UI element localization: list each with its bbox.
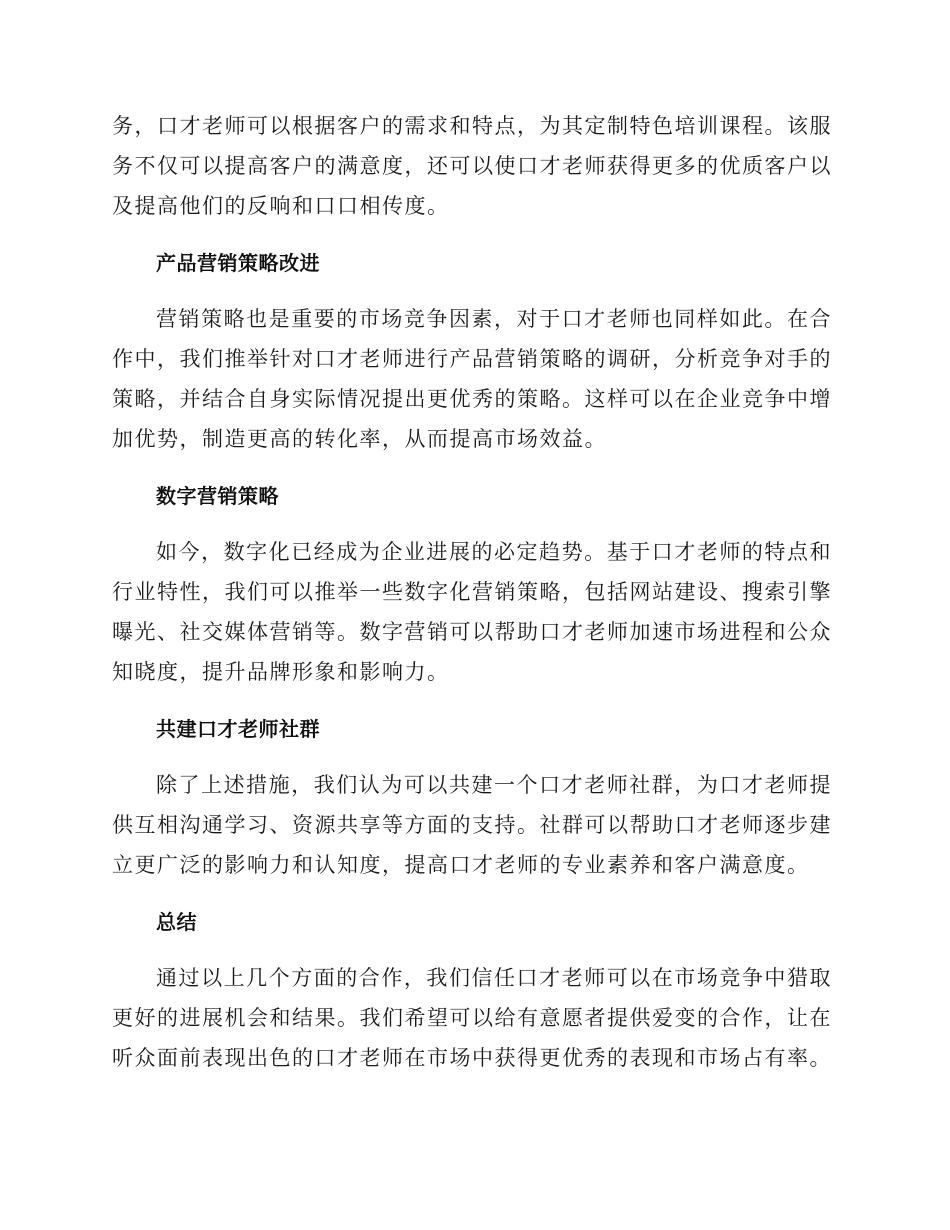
- section-heading-summary: 总结: [156, 910, 197, 934]
- spacer: [112, 226, 832, 243]
- spacer: [112, 283, 832, 299]
- section-paragraph-product-marketing: 营销策略也是重要的市场竞争因素，对于口才老师也同样如此。在合作中，我们推举针对口才老师进行产品营销策略的调研，分析竞争对手的策略，并结合自身实际情况提出更优秀的策略。这样可以在企业竞争中增加优势，制造更高的转化率，从而提高市场效益。: [112, 307, 832, 451]
- document-page: [112, 106, 832, 1078]
- section-heading-product-marketing: 产品营销策略改进: [156, 251, 320, 275]
- spacer: [112, 749, 832, 765]
- spacer: [112, 516, 832, 532]
- section-heading-digital-marketing: 数字营销策略: [156, 484, 279, 508]
- intro-paragraph: 务，口才老师可以根据客户的需求和特点，为其定制特色培训课程。该服务不仅可以提高客户的满意度，还可以使口才老师获得更多的优质客户以及提高他们的反响和口口相传度。: [112, 114, 832, 218]
- section-paragraph-digital-marketing: 如今，数字化已经成为企业进展的必定趋势。基于口才老师的特点和行业特性，我们可以推举一些数字化营销策略，包括网站建设、搜索引擎曝光、社交媒体营销等。数字营销可以帮助口才老师加速市场进程和公众知晓度，提升品牌形象和影响力。: [112, 540, 832, 684]
- section-paragraph-community: 除了上述措施，我们认为可以共建一个口才老师社群，为口才老师提供互相沟通学习、资源共享等方面的支持。社群可以帮助口才老师逐步建立更广泛的影响力和认知度，提高口才老师的专业素养和客户满意度。: [112, 773, 832, 877]
- spacer: [112, 885, 832, 902]
- spacer: [112, 942, 832, 958]
- section-paragraph-summary: 通过以上几个方面的合作，我们信任口才老师可以在市场竞争中猎取更好的进展机会和结果。我们希望可以给有意愿者提供爱变的合作，让在听众面前表现出色的口才老师在市场中获得更优秀的表现和市场占有率。: [112, 966, 832, 1070]
- spacer: [112, 459, 832, 476]
- spacer: [112, 692, 832, 709]
- section-heading-community: 共建口才老师社群: [156, 717, 320, 741]
